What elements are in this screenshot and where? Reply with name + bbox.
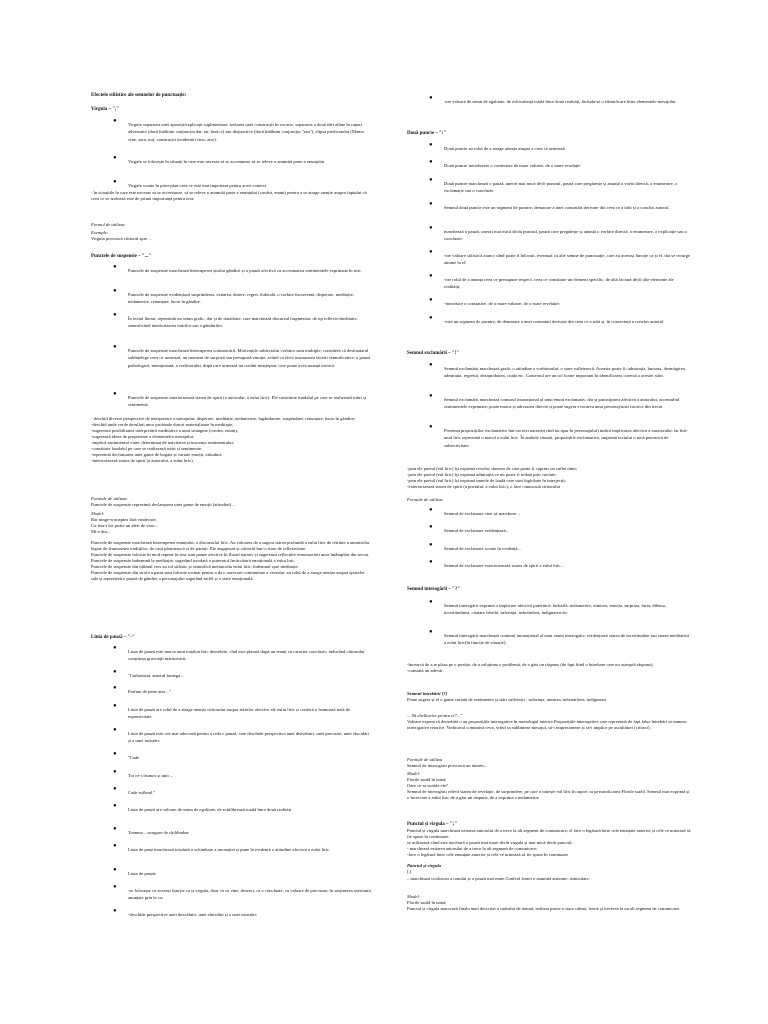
- bullet-item: Linia de pauză este marca unui tonalon liric deosebite, cînd este plasată după un enunț cu caracter conclusiv, inducând cititorului conștiința gravității mărturisirii:: [128, 649, 365, 662]
- bullet-item: Linia de pauză este cea mai adecvată pentru a reda o pauză, care deschide perspectiva unei dezvăluiri, unei precizări, unei elucidări și a unei insistări.: [128, 731, 369, 744]
- bullet-icon: ●: [113, 884, 117, 890]
- bullet-icon: ●: [429, 95, 433, 101]
- bullet-icon: ●: [429, 524, 433, 530]
- bullet-icon: ●: [429, 249, 433, 255]
- paragraph: [;]: [407, 869, 412, 874]
- paragraph: Formule de utilizat: [407, 757, 443, 762]
- paragraph: Formule de utilizat:: [91, 496, 128, 501]
- bullet-item: Linia de pauză are rolul de a atrage atenția cititorului asupra trăirilor afective ale eului liric și conferă o frumoasă notă de expresivitate.: [128, 707, 351, 720]
- paragraph: Punctele de suspensie reprezintă declanșarea unei game de emoții (atitudini) ...: [91, 502, 236, 507]
- bullet-item: Parfum de pene arse...": [128, 689, 171, 694]
- bullet-icon: ●: [113, 155, 117, 161]
- bullet-item: -are rolul de a anunța ceea ce presupune respect, ceea ce constituie un element specific, de altă factură decît alte elemente ale realității;: [444, 277, 674, 290]
- bullet-item: Semnul două puncte este un segment de pornire, demarare a unei constatări derivate din ceea ce a trăit și a conclus autorul.: [444, 205, 670, 210]
- paragraph: Poate sugera și el o gamă variată de sentimente și stări sufletești : suferința, uimirea, nehotărârea, indignarea: [407, 697, 607, 702]
- bullet-item: Cade sufletul.": [128, 790, 156, 795]
- section-heading: Virgula – ",": [91, 107, 120, 112]
- paragraph: Punctele de suspensie marchează întreruperea enunțului, a discursului liric. Au valoarea de a sugera starea profundă a eului liric de retrăire a amintirilor legate de frumusețea tradițiilor, de casă părintească și de părinți. Ele angajează și cititorul într-o stare de reflexivitate. Punctele de suspensie folosite în mod repetat în text sunt pauze afective în fluxul narativ și sugerează reflecțiile remomorării unor întâmplări din trecut. Punctele de suspensie îndeamnă la meditație, sugerând totodată o puternică încărcătură emoțională a eului liric. Punctele de suspensie din ultimul vers au rol stilistic și semnifică melancolia eului liric, îndemnul spre meditație. Punctele de suspensie din strofa a patra sunt folosite tocmai pentru a da o oarecare continuitate a versului, au rolul de a atrage atenția asupra spuselor sale și reprezintă o pauză de gândire a personajului sugerând astfel și o stare emoțională.: [91, 540, 370, 581]
- bullet-icon: ●: [429, 225, 433, 231]
- bullet-item: Virgula se folosește în situații în care este necesar să se accentueze să se releve o anumită parte a enunțului.: [128, 159, 326, 164]
- paragraph: Virgula provoacă cititorul spre ...: [91, 236, 152, 241]
- bullet-icon: ●: [113, 264, 117, 270]
- bullet-icon: ●: [113, 669, 117, 675]
- bullet-item: Punctele de suspensie marchează întreruperea șirului gândirii și o pauză afectivă cu accentuarea sentimentele exprimate în text.: [128, 268, 362, 273]
- section-heading: Semnul exclamării – "!": [407, 351, 460, 356]
- paragraph: ... Să chelluieisc pentru el?...": [407, 713, 463, 718]
- bullet-icon: ●: [113, 645, 117, 651]
- bullet-icon: ●: [113, 391, 117, 397]
- bullet-icon: ●: [429, 273, 433, 279]
- bullet-icon: ●: [113, 118, 117, 124]
- bullet-item: -deschide perspective unei dezvăluiri, unei elucidări și a unei insistări;: [128, 912, 258, 917]
- bullet-icon: ●: [429, 142, 433, 148]
- bullet-item: "Carbonizat, amorul fumega –: [128, 673, 184, 678]
- bullet-icon: ●: [113, 703, 117, 709]
- bullet-item: Semnul de exclamare exteriorizează starea de spirit a eului liric...: [444, 563, 564, 568]
- bullet-icon: ●: [429, 177, 433, 183]
- paragraph: Model:: [407, 771, 421, 776]
- section-heading: Semnul interogării – "?": [407, 587, 461, 592]
- paragraph: – marchează ocoloarea a tonului și o pauză mai mare.Conferă frazei o anumită armonie, ritmicitate.: [407, 876, 590, 881]
- bullet-icon: ●: [429, 393, 433, 399]
- bullet-icon: ●: [429, 507, 433, 513]
- bullet-item: Semnul de exclamare evidențiază...: [444, 528, 510, 533]
- bullet-item: marchează o pauză, uneori mai mică decât punctul, pauză care pregătește și anunță o vorbire directă, o enumerare, o explicație sau o concluzie;: [444, 229, 687, 242]
- paragraph: -încearcă de a te plasa pe o poziție, de a soluționa o problemă, de a găsi un răspuns (de fapt fiind o întrebare care nu așteaptă răspuns); -constată un adevăr: [407, 662, 654, 673]
- bullet-item: Virgula scoate în prim-plan ceea ce este mai important pentru acest context.: [128, 183, 268, 188]
- bullet-icon: ●: [429, 159, 433, 165]
- bullet-item: În textul literar, reprezintă un semn grafic, dar și de tonalitate, care marchează discursul fragmentar, de tip reflexiv/meditativ, semnificând interiorizarea trăirilor sau a gândurilor.: [128, 316, 358, 329]
- bullet-item: Tot ce-i frumos și unic –: [128, 773, 173, 778]
- bullet-item: Două puncte marchează o pauză, uneori mai mică decît punctul, pauză care pregătește și anunță o vorbi directă, o enumerare, o exclamație sau o concluzie.: [444, 181, 678, 194]
- bullet-icon: ●: [113, 344, 117, 350]
- section-heading: Linia de pauză – "-": [91, 635, 135, 640]
- paragraph: Exemple:: [91, 230, 109, 235]
- bullet-item: -are valoare de semn de egalitate, de echivalență totală între două realități, făcînda-se o identificare între elementele mesajului.: [444, 99, 677, 104]
- bullet-item: Semnul exclamării marchează grafic o atitudine a vorbitorului, o stare sufletească. Aceasta poate fi: admirația, bucuria, dezmăgirea, admirația, regretul, dezaprobarea, ciuda etc. Contextul are un rol foarte important în identificarea corectă a acestei stări.: [444, 366, 686, 379]
- bullet-icon: ●: [429, 315, 433, 321]
- bullet-item: "Cade: [128, 755, 140, 760]
- paragraph: Semnul de interogării provoacă un intares...: [407, 763, 488, 768]
- bullet-item: Două puncte au rolul de a atrage atenția asupra a ceea ce urmează.: [444, 146, 566, 151]
- bullet-icon: ●: [113, 288, 117, 294]
- bullet-item: Prezența propozițiilor exclamative într-un text narrativ(cînd nu apar în personajului) indică implicarea afectivă a naratorului, iar într-unul liric reprezintă o marcă a eului liric. În ambele situații, propozițiile exclamative, imprimă textului o notă puternică de subiectivitate.: [444, 428, 688, 448]
- bullet-icon: ●: [113, 751, 117, 757]
- bullet-item: -introduce o constatare, de o mare valoare, de o mare revelație;: [444, 301, 560, 306]
- section-heading: Două puncte – ":": [407, 131, 447, 136]
- bullet-icon: ●: [429, 297, 433, 303]
- bullet-item: Două puncte introducere o contestare de mare valoare, de o mare revelație: [444, 163, 581, 168]
- bullet-item: Semnul de exclamare vine să marcheze...: [444, 511, 520, 516]
- paragraph: -prin ele poetul (eul liric) își exprimă revolta, durerea de care poate fi cuprins un suflet rănit; -prin ele poetul (eul liric) își exprimă admirația ce nu poate fi redată prin cuvinte; -prin ele poetul (eul liric) își exprimă imnele de laudă care sunt înglobate în interjecții; -exteriorizează starea de spirit (a poetului, a eului liric), o face cunoscută cititorului: [407, 466, 578, 489]
- bullet-icon: ●: [429, 201, 433, 207]
- bullet-icon: ●: [429, 542, 433, 548]
- paragraph: Semnul întrebării [?]: [407, 691, 448, 696]
- paragraph: - deschid diverse perspective de interpretare a mesajului: disperare, meditație, nedumerire, îngândurare, suspendare, renunțare, lucru în gândire; -deschid unde verde derulării unor profunde durori materializate în meditație; -sugerează posibilitatea interpretării meditative a unui sintagme (cuvânt, enunț); -sugerează ideea de proprietate a elementelor mesajului; -implică sentimentul vinei, determinat de naivitatea și inocența sentimentului; -constituie fundalul pe care se realizează trăiri și sentimente; -reprezintă declanșarea unei game de bogate și variate emoții, atitudini; -interiorizează starea de spirit (a autorului, a eului liric): [91, 416, 356, 463]
- bullet-item: Semnul exclamării marchează conturul intonațional al unui enunț exclamativ, dar și participarea afectivă a autorului, accentuînd sentimentele exprimate; poate marca și adresarea directă și poate sugera evocarea unui personaj/unei istorice din trecut: [444, 397, 680, 410]
- bullet-icon: ●: [113, 803, 117, 809]
- bullet-item: Punctele de suspensie interiorizează starea de spirit (a autorului, a eului liric). Ele constituie fundalul pe care se realizează trăiri și sentimente.: [128, 395, 367, 408]
- bullet-item: Virgula separarea unei apoziții/explicații suplimentare, izolarea unei construcții în vocativ, separarea a două idei aflate în raport adversativ (dacă întâlnim conjuncția dar, iar, însă,ci) sau disjunctive (dacă întâlnim conjuncția "sau"), elipsa predicatului (Mama vine, sora, nu), construcții incidentă (vino, zise).: [128, 122, 364, 142]
- bullet-item: -este un segment de pornire, de demarare a unei constatări derivate din ceea ce a trăit și, în consecință a conclus autorul: [444, 319, 664, 324]
- bullet-icon: ●: [113, 685, 117, 691]
- paragraph: Formul de utilizat:: [91, 222, 126, 227]
- paragraph: Punctul și virgula: [407, 863, 441, 868]
- section-heading: Punctul și virgula – ";": [407, 822, 457, 827]
- bullet-icon: ●: [113, 769, 117, 775]
- paragraph: Florile surâd în taină; Oare ce-ar surâde ele? Semnul de interogării relevă starea de revelație, de surprindere, pe care o trăiește eul liric în raport cu personificarea Florile surâd. Semnul mai exprimă și o încercare a eului liric de a găsi un răspuns, de a exprima o nedumerire.: [407, 777, 690, 800]
- bullet-item: Linia de pauză:: [128, 871, 157, 876]
- paragraph: - în situațiile în care este necesar să se accentueze, să se releve o anumită parte a enunțului (cuvânt, enunț) pentru a se atrage atenție asupra faptului că ceea ce se izolează este de primă importanță pentru text;: [91, 190, 367, 201]
- bullet-item: -se folosește cu aceeași funcție ca și virgula, doar că cu vine, deseori, ca o concluzie, cu valoare de precizare, în susținerea asertiunii anunțate prin la ca;: [128, 888, 371, 901]
- bullet-item: Semnul de exclamare scoate în evidență...: [444, 546, 522, 551]
- paragraph: Rar ninge-n noaptea fără vindecare, Cu lera-i lor poate un alert de vaac... Mi-e dor...: [91, 517, 159, 534]
- bullet-item: Linia de pauză are valoare de semn de egalitate, de echilibrează totală între două realități: [128, 807, 292, 812]
- section-heading: Efectele stilistice ale semnelor de punctuație:: [91, 93, 187, 98]
- bullet-icon: ●: [429, 629, 433, 635]
- section-heading: Punctele de suspensie – "...": [91, 254, 152, 259]
- bullet-item: -are valoare stilistică atunci când poate fi înlocuit, eventual cu alte semne de punctuație, care au aceeași funcție ca și el, dar se recurge anume la el;: [444, 253, 691, 266]
- bullet-item: Punctele de suspensie marchează întreruperea comunicării. Motivațiile subiectului vorbitor sunt multiple; consideră că destinatarul subînțelege ceea ce urmează; un moment de surpriză sau presupusă emoție, având ca efect instaurarea tăcerii semnificative; o pauză psihologică, intenționată; a vorbitorului, după care urmează un cuvânt neașteptat, care poate avea nuanță ironică.: [128, 348, 371, 368]
- bullet-icon: ●: [113, 843, 117, 849]
- bullet-icon: ●: [429, 362, 433, 368]
- bullet-item: Semnul interogării exprimă o implicare afectivă puternică: îndoială, nedumerire, uimirea, emoția, surpriza, furia, dilema, incertitudinea, căutare febrilă, suferința, nehotărîrea, indignarea etc.: [444, 603, 666, 616]
- bullet-icon: ●: [429, 559, 433, 565]
- bullet-icon: ●: [113, 867, 117, 873]
- bullet-item: Linia de pauz marchează totodată o schimbare a intonației și pune în evidență o atitudine afectivă a eului liric.: [128, 847, 331, 852]
- paragraph: Model:: [407, 894, 421, 899]
- paragraph: Formule de utilizat:: [407, 497, 444, 502]
- bullet-item: Toamna – strugure de chihlimbar: [128, 830, 189, 835]
- bullet-icon: ●: [113, 826, 117, 832]
- paragraph: Model:: [91, 511, 105, 516]
- bullet-icon: ●: [113, 179, 117, 185]
- bullet-item: Punctele de suspensie evidențiază surprinderea, ezitarea, durere, regret, îndoială, o vorbire încoerentă, disperare, meditație, nedumerire, renunțare, lucru în gândire.: [128, 292, 354, 305]
- bullet-icon: ●: [113, 786, 117, 792]
- paragraph: Punctul și virgula marchează ezitarea autorului de a trece la alt segment de comunicare; el face o legătură între cele enunțate anterior și cele ce urmează să fie spuse în continuare. se utilizează când este necesară o pauză mai mare decât virgula și mai mică decât punctul; - marchează ezitarea autorului de a trece la alt segment de comunicare; -face o legătură între cele enunțate anterior și cele ce urmează să fie spuse în continuare: [407, 828, 691, 857]
- bullet-icon: ●: [429, 424, 433, 430]
- bullet-icon: ●: [113, 727, 117, 733]
- paragraph: Florile surâd în taină; Punctul și virgula marcează finalu unei descrieri a cadrului de natură, realizat printr-o stare calmă, feerie și trecerea la un alt segment de comunicare.: [407, 900, 681, 911]
- bullet-icon: ●: [113, 312, 117, 318]
- bullet-icon: ●: [113, 908, 117, 914]
- bullet-icon: ●: [429, 599, 433, 605]
- bullet-item: Semnul interogării marchează conturul intonațional al unui enunț interogativ, evidențiază starea de incertitudine sau starea meditativă a eului liric(în funcție de situație):: [444, 633, 690, 646]
- paragraph: Valoare expresivă deosebită o au propozițiile interogative în monologul interior.Propozițiile interogative care reprezintă de fapt false întrebări se numesc interogative retorice. Vorbitorul comunică ceva, vrînd sa sublinieze mesajul, să-i impresioneze și să-i implice pe ascultători (cititori).: [407, 719, 688, 730]
